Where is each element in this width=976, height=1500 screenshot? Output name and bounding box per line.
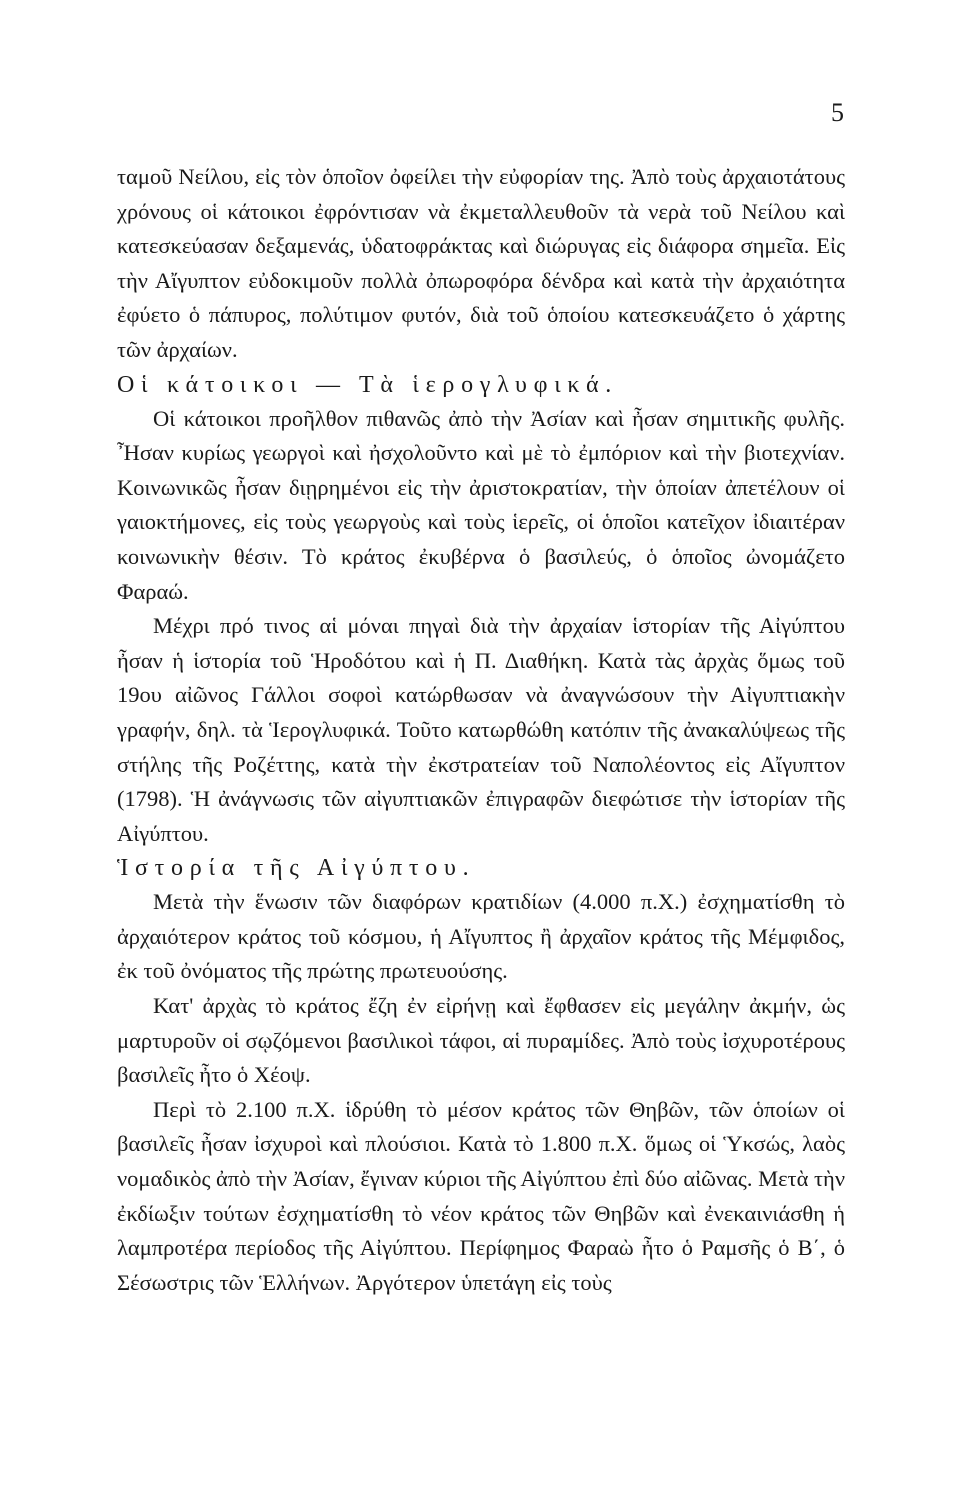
page-body [117,160,845,1300]
paragraph-old-kingdom: Μετὰ τὴν ἕνωσιν τῶν διαφόρων κρατιδίων (4.000 π.Χ.) ἐσχηματίσθη τὸ ἀρχαιότερον κράτος τοῦ κόσμου, ἡ Αἴγυπτος ἢ ἀρχαῖον κράτος τῆς Μέμφιδος, ἐκ τοῦ ὀνόματος τῆς πρώτης πρωτευούσης. [117,889,845,984]
section-heading-inhabitants: Οἱ κάτοικοι — Τὰ ἱερογλυφικά. [117,371,619,398]
paragraph-hieroglyphics: Μέχρι πρό τινος αἱ μόναι πηγαὶ διὰ τὴν ἀρχαίαν ἱστορίαν τῆς Αἰγύπτου ἦσαν ἡ ἱστορία τοῦ Ἡροδότου καὶ ἡ Π. Διαθήκη. Κατὰ τὰς ἀρχὰς ὅμως τοῦ 19ου αἰῶνος Γάλλοι σοφοὶ κατώρθωσαν νὰ ἀναγνώσουν τὴν Αἰγυπτιακὴν γραφήν, δηλ. τὰ Ἱερογλυφικά. Τοῦτο κατωρθώθη κατόπιν τῆς ἀνακαλύψεως τῆς στήλης τῆς Ροζέττης, κατὰ τὴν ἐκστρατείαν τοῦ Ναπολέοντος εἰς Αἴγυπτον (1798). Ἡ ἀνάγνωσις τῶν αἰγυπτιακῶν ἐπιγραφῶν διεφώτισε τὴν ἱστορίαν τῆς Αἰγύπτου. [117,613,845,846]
paragraph-thebes: Περὶ τὸ 2.100 π.Χ. ἱδρύθη τὸ μέσον κράτος τῶν Θηβῶν, τῶν ὁποίων οἱ βασιλεῖς ἦσαν ἰσχυροὶ καὶ πλούσιοι. Κατὰ τὸ 1.800 π.Χ. ὅμως οἱ Ὑκσώς, λαὸς νομαδικὸς ἀπὸ τὴν Ἀσίαν, ἔγιναν κύριοι τῆς Αἰγύπτου ἐπὶ δύο αἰῶνας. Μετὰ τὴν ἐκδίωξιν τούτων ἐσχηματίσθη τὸ νέον κράτος τῶν Θηβῶν καὶ ἐνεκαινιάσθη ἡ λαμπροτέρα περίοδος τῆς Αἰγύπτου. Περίφημος Φαραὼ ἦτο ὁ Ραμσῆς ὁ Β΄, ὁ Σέσωστρις τῶν Ἑλλήνων. Ἀργότερον ὑπετάγη εἰς τοὺς [117,1096,845,1295]
paragraph-inhabitants: Οἱ κάτοικοι προῆλθον πιθανῶς ἀπὸ τὴν Ἀσίαν καὶ ἦσαν σημιτικῆς φυλῆς. Ἦσαν κυρίως γεωργοὶ καὶ ἠσχολοῦντο καὶ μὲ τὸ ἐμπόριον καὶ τὴν βιοτεχνίαν. Κοινωνικῶς ἦσαν διῃρημένοι εἰς τὴν ἀριστοκρατίαν, τὴν ὁποίαν ἀπετέλουν οἱ γαιοκτήμονες, εἰς τοὺς γεωργοὺς καὶ τοὺς ἱερεῖς, οἱ ὁποῖοι κατεῖχον ἰδιαιτέραν κοινωνικὴν θέσιν. Τὸ κράτος ἐκυβέρνα ὁ βασιλεύς, ὁ ὁποῖος ὠνομάζετο Φαραώ. [117,405,845,604]
page-number: 5 [831,98,844,127]
paragraph-pyramids: Κατ' ἀρχὰς τὸ κράτος ἔζη ἐν εἰρήνῃ καὶ ἔφθασεν εἰς μεγάλην ἀκμήν, ὡς μαρτυροῦν οἱ σῳζόμενοι βασιλικοὶ τάφοι, αἱ πυραμίδες. Ἀπὸ τοὺς ἰσχυροτέρους βασιλεῖς ἦτο ὁ Χέοψ. [117,993,845,1088]
section-heading-history: Ἱστορία τῆς Αἰγύπτου. [117,855,476,882]
paragraph-nile-continuation: ταμοῦ Νείλου, εἰς τὸν ὁποῖον ὀφείλει τὴν εὐφορίαν της. Ἀπὸ τοὺς ἀρχαιοτάτους χρόνους οἱ κάτοικοι ἐφρόντισαν νὰ ἐκμεταλλευθοῦν τὰ νερὰ τοῦ Νείλου καὶ κατεσκεύασαν δεξαμενάς, ὑδατοφράκτας καὶ διώρυγας εἰς διάφορα σημεῖα. Εἰς τὴν Αἴγυπτον εὐδοκιμοῦν πολλὰ ὀπωροφόρα δένδρα καὶ κατὰ τὴν ἀρχαιότητα ἐφύετο ὁ πάπυρος, πολύτιμον φυτόν, διὰ τοῦ ὁποίου κατεσκευάζετο ὁ χάρτης τῶν ἀρχαίων. [117,164,845,362]
